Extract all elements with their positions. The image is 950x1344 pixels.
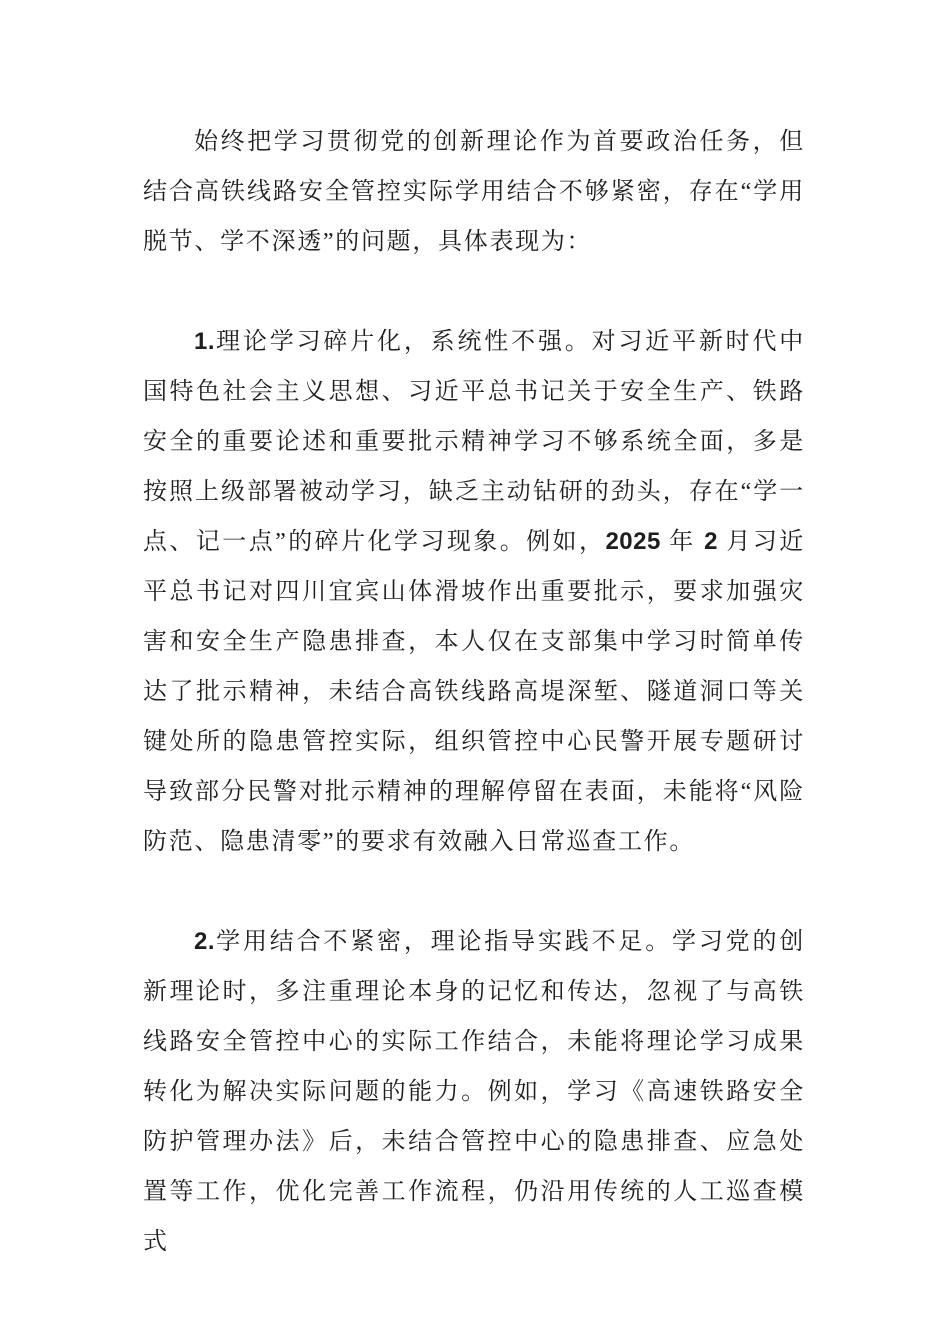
paragraph-intro: 始终把学习贯彻党的创新理论作为首要政治任务，但结合高铁线路安全管控实际学用结合不够紧密，存在“学用脱节、学不深透”的问题，具体表现为： [143,129,805,255]
document-body [143,117,805,1317]
paragraph-item-2: 2.学用结合不紧密，理论指导实践不足。学习党的创新理论时，多注重理论本身的记忆和传达，忽视了与高铁线路安全管控中心的实际工作结合，未能将理论学习成果转化为解决实际问题的能力。例如，学习《高速铁路安全防护管理办法》后，未结合管控中心的隐患排查、应急处置等工作，优化完善工作流程，仍沿用传统的人工巡查模式 [143,928,805,1255]
paragraph-item-1: 1.理论学习碎片化，系统性不强。对习近平新时代中国特色社会主义思想、习近平总书记关于安全生产、铁路安全的重要论述和重要批示精神学习不够系统全面，多是按照上级部署被动学习，缺乏主动钻研的劲头，存在“学一点、记一点”的碎片化学习现象。例如，2025 年 2 月习近平总书记对四川宜宾山体滑坡作出重要批示，要求加强灾害和安全生产隐患排查，本人仅在支部集中学习时简单传达了批示精神，未结合高铁线路高堤深堑、隧道洞口等关键处所的隐患管控实际，组织管控中心民警开展专题研讨导致部分民警对批示精神的理解停留在表面，未能将“风险防范、隐患清零”的要求有效融入日常巡查工作。 [143,328,805,855]
